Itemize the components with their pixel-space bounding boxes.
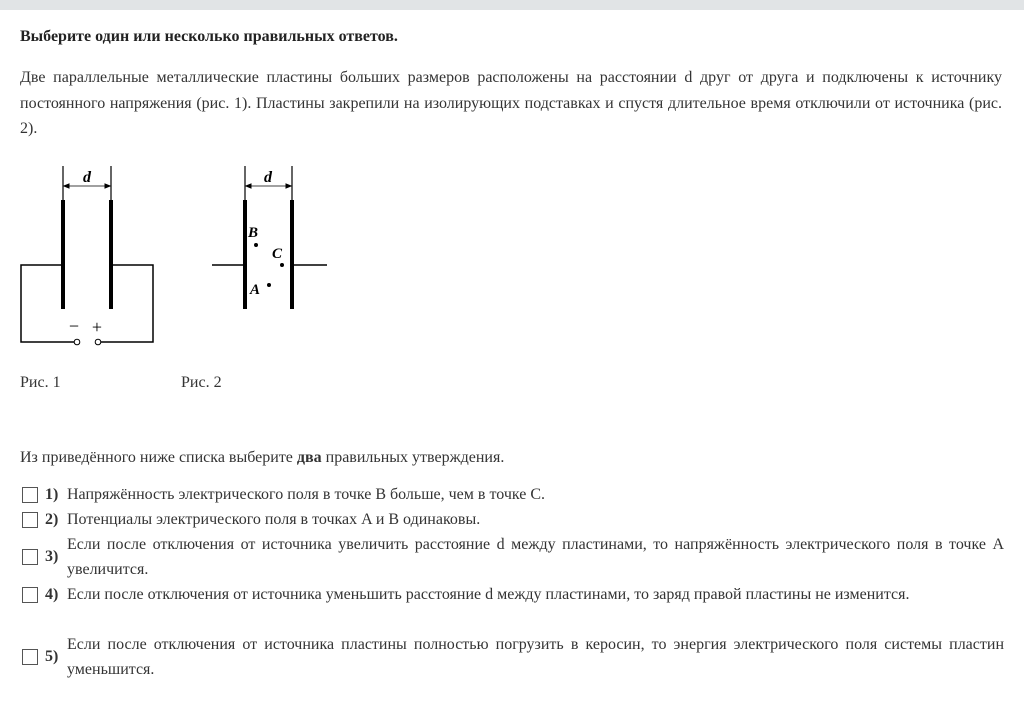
minus-sign: − bbox=[68, 316, 80, 336]
option-checkbox[interactable] bbox=[22, 587, 38, 603]
option-text: Если после отключения от источника уменьшить расстояние d между пластинами, то заряд правой пластины не изменится. bbox=[67, 586, 910, 603]
option-4[interactable] bbox=[20, 582, 1004, 607]
option-number: 5) bbox=[45, 648, 59, 665]
option-number: 1) bbox=[45, 485, 59, 503]
fig2-caption: Рис. 2 bbox=[181, 374, 222, 391]
d-label-1: d bbox=[83, 169, 91, 186]
question-prefix: Из приведённого ниже списка выберите bbox=[20, 449, 297, 466]
option-checkbox[interactable] bbox=[22, 649, 38, 665]
option-number: 4) bbox=[45, 585, 59, 603]
option-text: Если после отключения от источника увеличить расстояние d между пластинами, то напряжённость электрического поля в точке A увеличится. bbox=[67, 536, 1004, 578]
option-checkbox[interactable] bbox=[22, 487, 38, 503]
question-text bbox=[20, 449, 504, 467]
option-3[interactable] bbox=[20, 532, 1004, 582]
top-bar bbox=[0, 0, 1024, 10]
d-label-2: d bbox=[264, 169, 272, 186]
option-number: 2) bbox=[45, 510, 59, 528]
figures bbox=[0, 150, 340, 370]
question-bold: два bbox=[296, 449, 322, 466]
figure-1 bbox=[21, 166, 153, 345]
option-text: Напряжённость электрического поля в точке B больше, чем в точке C. bbox=[67, 486, 546, 503]
option-1[interactable] bbox=[20, 482, 1004, 507]
option-text: Потенциалы электрического поля в точках A и B одинаковы. bbox=[67, 511, 481, 528]
point-b-label: B bbox=[248, 225, 259, 241]
option-5[interactable] bbox=[20, 632, 1004, 682]
fig1-caption: Рис. 1 bbox=[20, 374, 61, 391]
question-suffix: правильных утверждения. bbox=[321, 449, 505, 466]
option-checkbox[interactable] bbox=[22, 549, 38, 565]
point-a-label: A bbox=[250, 282, 261, 298]
option-2[interactable] bbox=[20, 507, 1004, 532]
problem-text: Две параллельные металлические пластины больших размеров расположены на расстоянии d друг от друга и подключены к источнику постоянного напряжения (рис. 1). Пластины закрепили на изолирующих подставках и спустя длительное время отключили от источника (рис. 2). bbox=[20, 69, 1002, 137]
figure-2 bbox=[212, 166, 327, 309]
plus-sign: + bbox=[91, 317, 103, 337]
option-checkbox[interactable] bbox=[22, 512, 38, 528]
instruction: Выберите один или несколько правильных ответов. bbox=[20, 28, 398, 45]
point-c-label: C bbox=[272, 246, 283, 262]
option-number: 3) bbox=[45, 548, 59, 565]
option-text: Если после отключения от источника пластины полностью погрузить в керосин, то энергия электрического поля системы пластин уменьшится. bbox=[67, 636, 1004, 678]
